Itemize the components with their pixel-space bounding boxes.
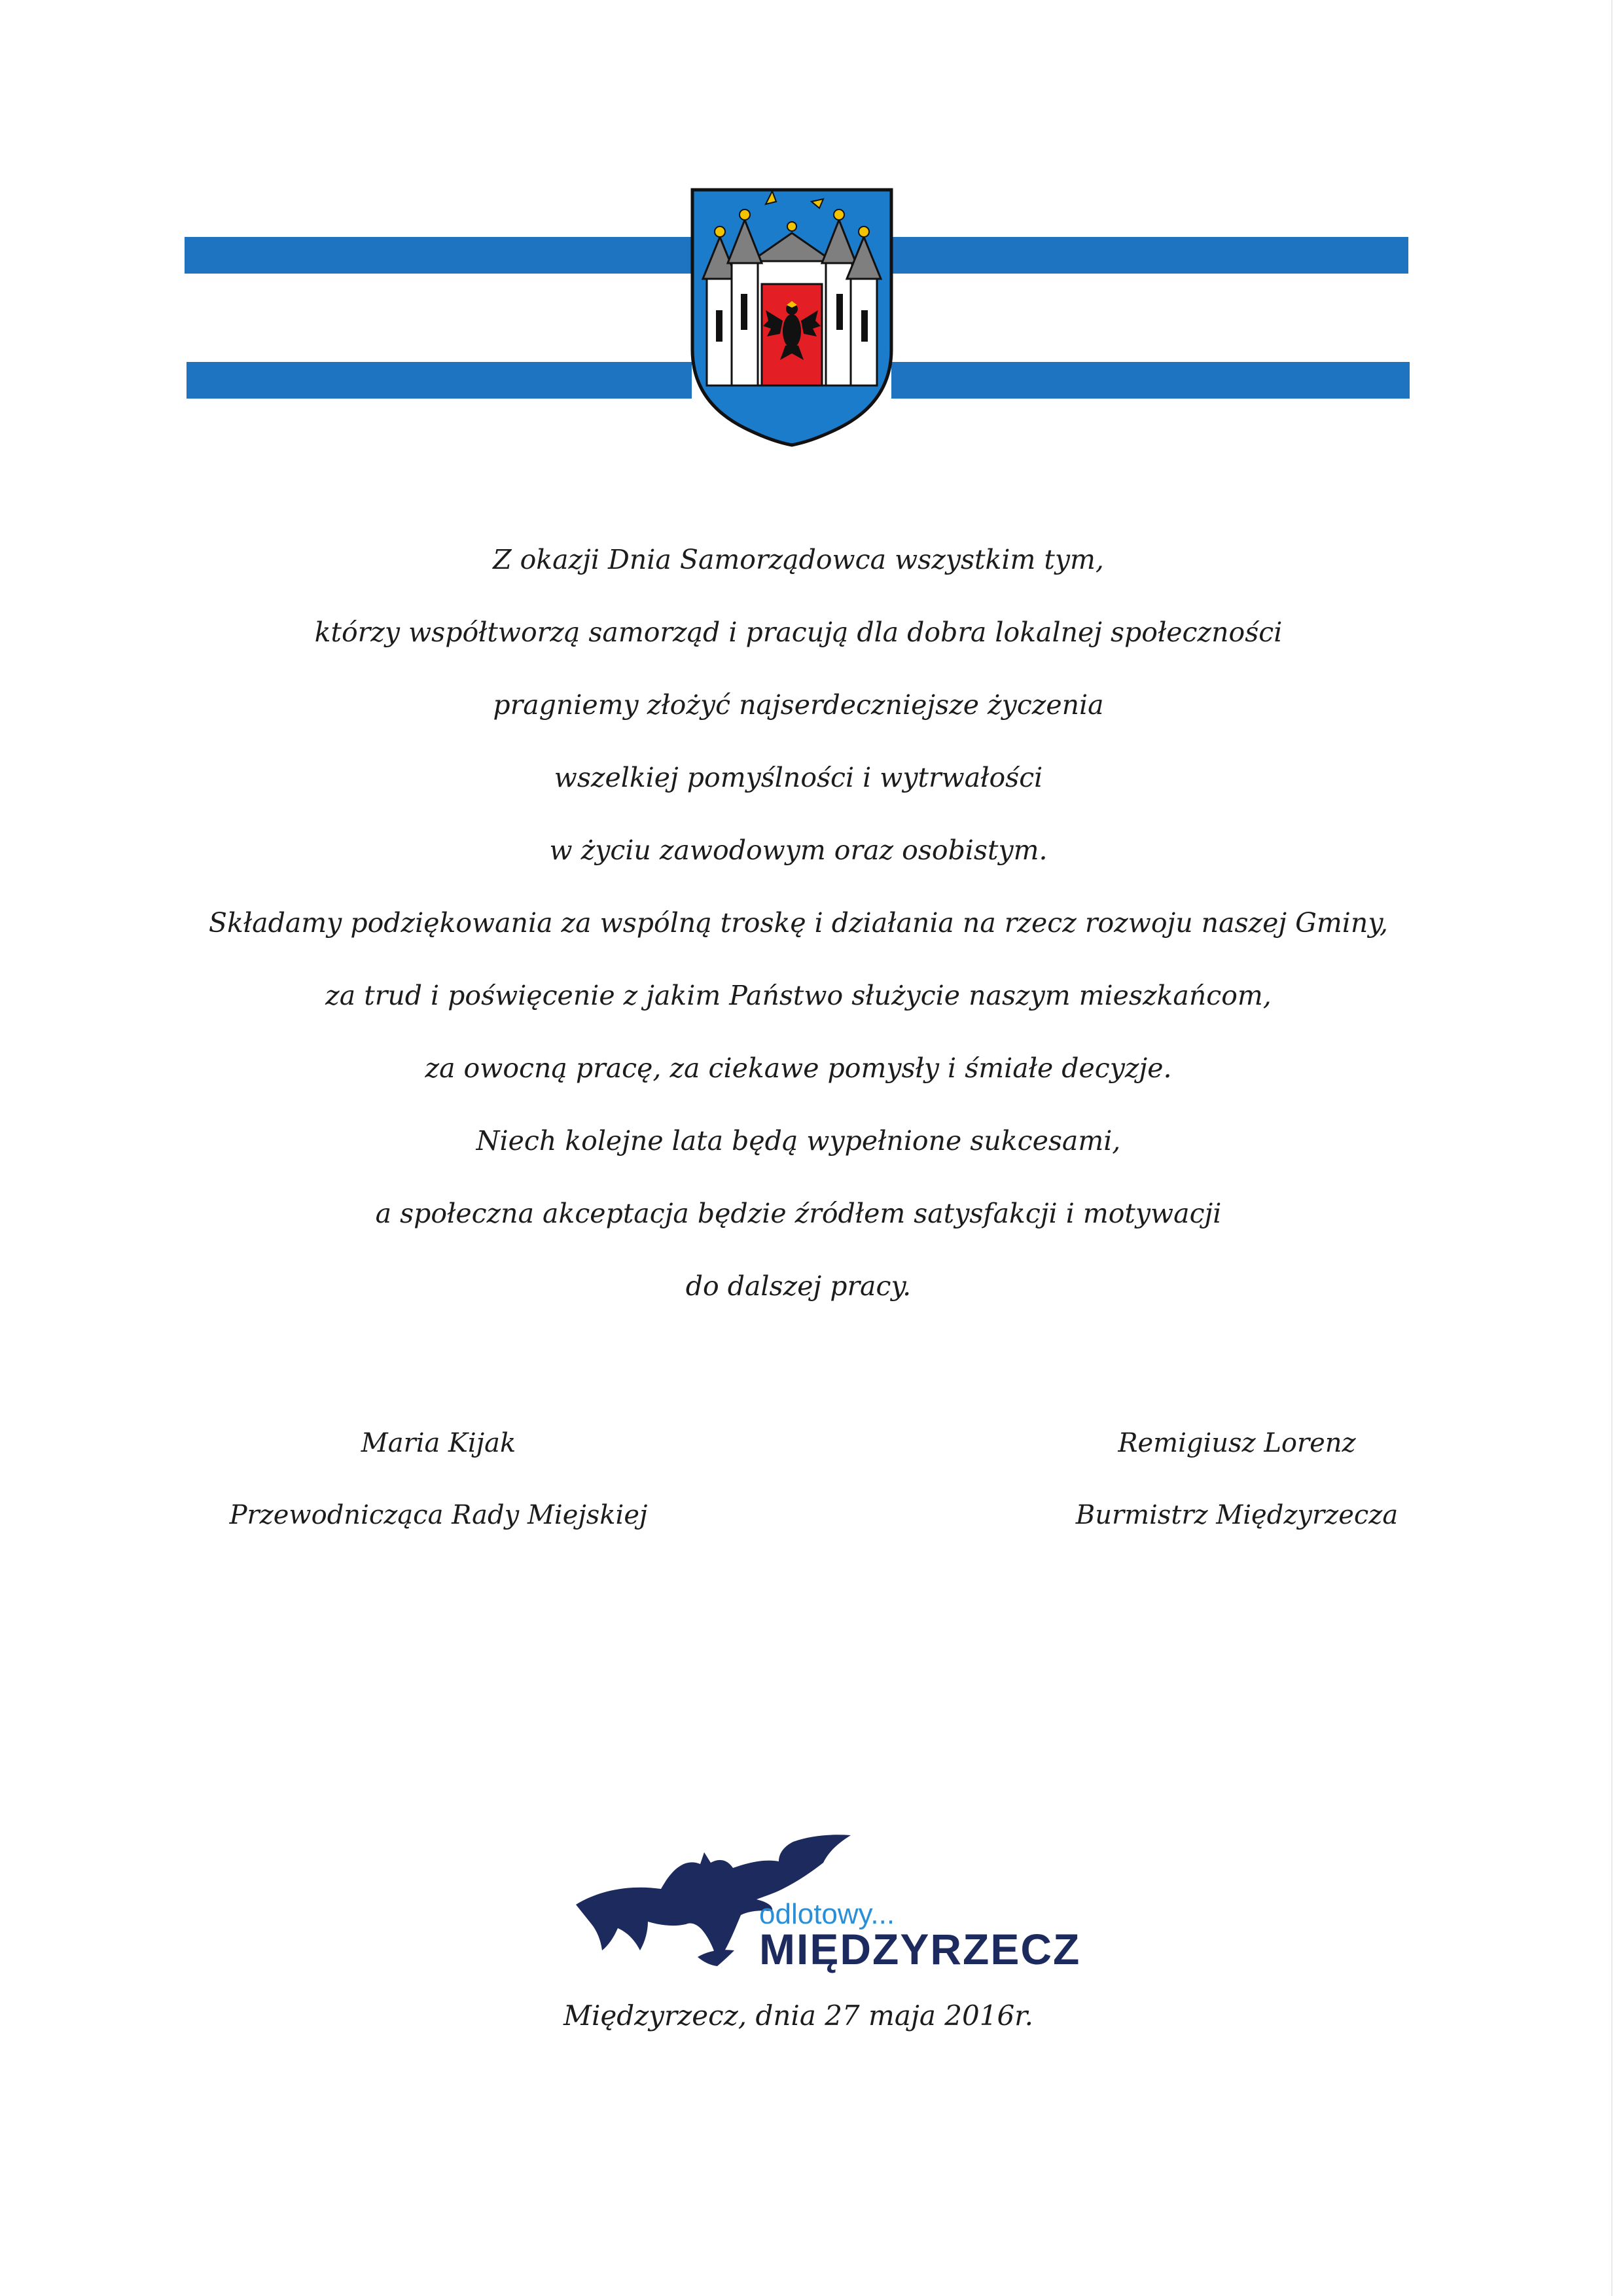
signature-left bbox=[223, 1407, 654, 1551]
brand-logo bbox=[563, 1826, 1081, 1977]
greeting-line: Składamy podziękowania za wspólną troskę i działania na rzecz rozwoju naszej Gminy, bbox=[208, 907, 1389, 939]
coat-of-arms-icon bbox=[688, 186, 895, 448]
greeting-line: którzy współtworzą samorząd i pracują dla dobra lokalnej społeczności bbox=[314, 617, 1283, 648]
signature-name: Maria Kijak bbox=[361, 1428, 516, 1458]
banner-stripe-top-right bbox=[891, 237, 1408, 274]
greeting-line: a społeczna akceptacja będzie źródłem satysfakcji i motywacji bbox=[375, 1198, 1222, 1229]
greeting-line: za owocną pracę, za ciekawe pomysły i śmiałe decyzje. bbox=[425, 1052, 1172, 1084]
greeting-line: Niech kolejne lata będą wypełnione sukcesami, bbox=[476, 1125, 1121, 1157]
greeting-line: w życiu zawodowym oraz osobistym. bbox=[549, 834, 1048, 866]
greeting-line: za trud i poświęcenie z jakim Państwo służycie naszym mieszkańcom, bbox=[325, 980, 1272, 1011]
page-edge-line bbox=[1611, 0, 1613, 2296]
logo-big-text: MIĘDZYRZECZ bbox=[759, 1925, 1081, 1973]
signature-right bbox=[1021, 1407, 1453, 1551]
greeting-line: do dalszej pracy. bbox=[685, 1270, 912, 1302]
greeting-line: wszelkiej pomyślności i wytrwałości bbox=[554, 762, 1043, 793]
banner-stripe-bottom-left bbox=[187, 362, 692, 399]
place-date: Międzyrzecz, dnia 27 maja 2016r. bbox=[563, 2000, 1033, 2032]
greeting-text bbox=[0, 524, 1597, 1323]
banner-stripe-bottom-right bbox=[891, 362, 1410, 399]
signature-title: Burmistrz Międzyrzecza bbox=[1075, 1500, 1399, 1530]
signature-title: Przewodnicząca Rady Miejskiej bbox=[229, 1500, 648, 1530]
signature-name: Remigiusz Lorenz bbox=[1118, 1428, 1356, 1458]
greeting-line: pragniemy złożyć najserdeczniejsze życzenia bbox=[493, 689, 1104, 721]
greeting-line: Z okazji Dnia Samorządowca wszystkim tym, bbox=[493, 544, 1104, 575]
banner-stripe-top-left bbox=[185, 237, 692, 274]
logo-small-text: odlotowy... bbox=[759, 1898, 895, 1930]
